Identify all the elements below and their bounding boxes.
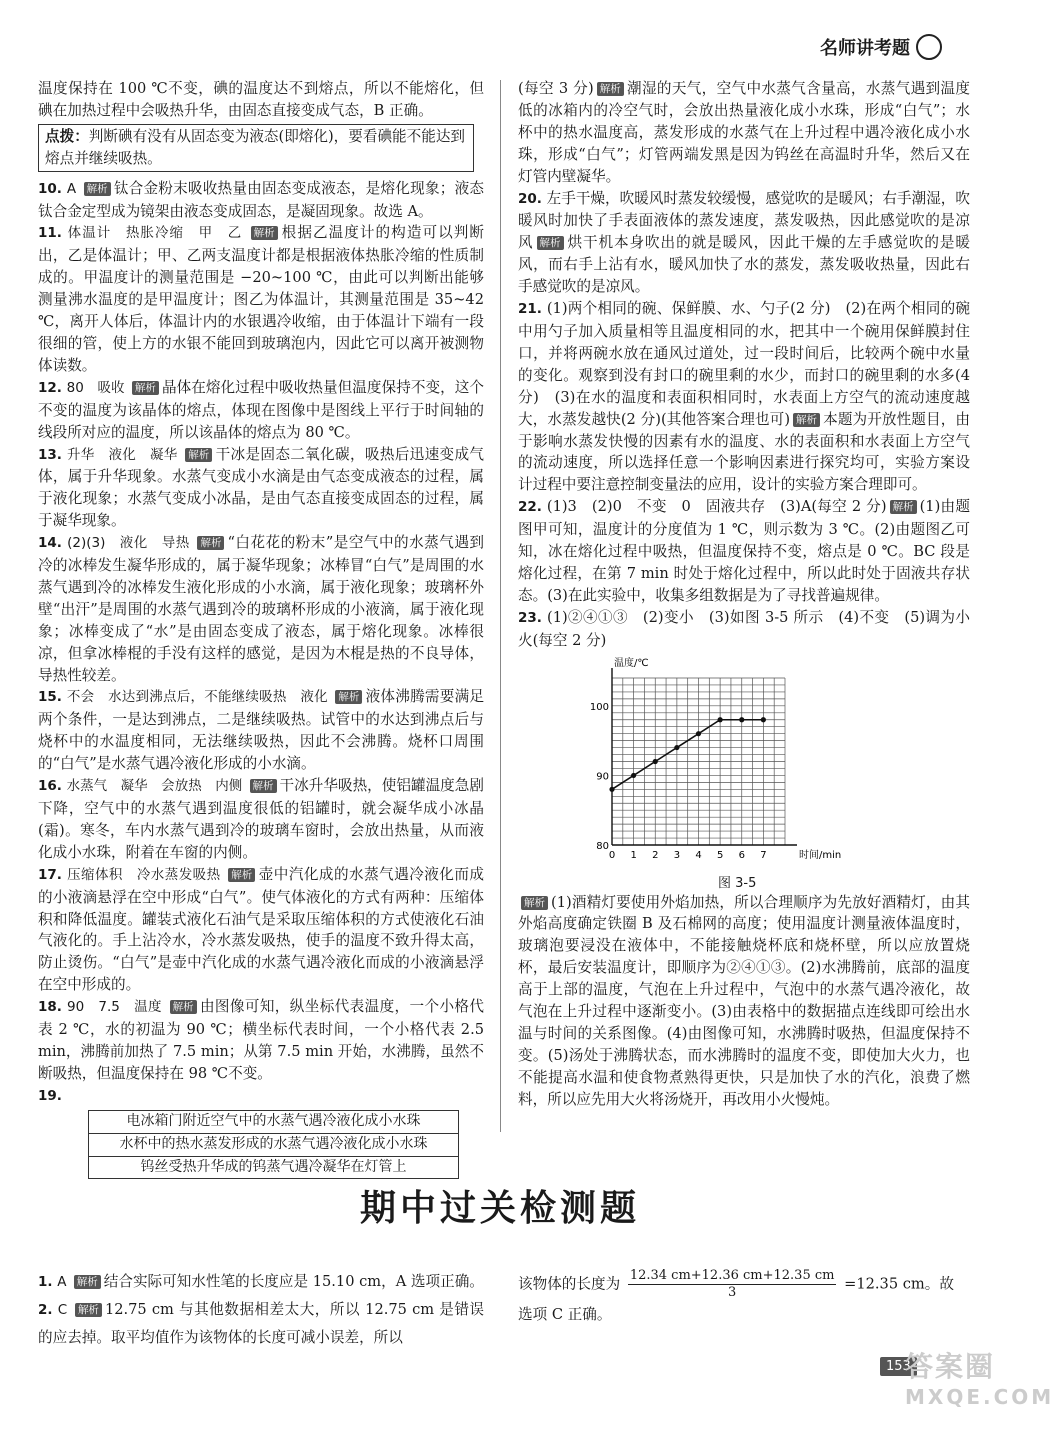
answer-item (38, 686, 484, 775)
analysis-tag: 解析 (597, 82, 624, 96)
analysis-text: (1)由题图甲可知，温度计的分度值为 1 ℃，则示数为 3 ℃。(2)由题图乙可知，冰在熔化过程中吸热，但温度保持不变，熔点是 0 ℃。BC 段是熔化过程，在第 7 min 时处于熔化过程中，所以此时处于固液共存状态。(3)在此实验中，收集多组数据是为了寻找普遍规律。 (518, 498, 970, 604)
analysis-text: 由图像可知，纵坐标代表温度，一个小格代表 2 ℃，水的初温为 90 ℃；横坐标代表时间，一个小格代表 2.5 min，沸腾前加热了 7.5 min；从第 7.5 min 开始，水沸腾，虽然不断吸热，但温度保持在 98 ℃不变。 (38, 998, 484, 1082)
analysis-text: 壶中汽化成的水蒸气遇冷液化而成的小液滴悬浮在空中形成“白气”。使气体液化的方式有两种：压缩体积和降低温度。罐装式液化石油气是采取压缩体积的方式使液化石油气液化的。手上沾冷水，冷水蒸发吸热，使手的温度不致升得太高，防止烫伤。“白气”是壶中汽化成的水蒸气遇冷液化而成的小液滴悬浮在空中形成的。 (38, 865, 484, 994)
question-number: 15. (38, 689, 67, 706)
answer-item (518, 892, 970, 1111)
analysis-text: 晶体在熔化过程中吸收热量但温度保持不变，这个不变的温度为该晶体的熔点，体现在图像中是图线上平行于时间轴的线段所对应的温度，所以该晶体的熔点为 80 ℃。 (38, 378, 484, 441)
y-axis-label: 温度/℃ (614, 658, 649, 669)
answer-value: 压缩体积 冷水蒸发吸热 (67, 866, 226, 883)
answer-item (38, 864, 484, 996)
table-row (89, 1156, 459, 1179)
answer-item (518, 298, 970, 496)
answer-item (38, 444, 484, 533)
analysis-tag: 解析 (185, 448, 212, 462)
answer-value: C (57, 1302, 72, 1318)
data-point (609, 787, 614, 792)
question-number: 16. (38, 778, 67, 795)
question-number: 10. (38, 180, 67, 197)
analysis-tag: 解析 (250, 779, 277, 793)
question-number: 14. (38, 535, 68, 552)
table-row (89, 1133, 459, 1156)
analysis-tag: 解析 (84, 182, 111, 196)
analysis-tag: 解析 (74, 1275, 101, 1289)
table-cell: 电冰箱门附近空气中的水蒸气遇冷液化成小水珠 (89, 1110, 459, 1133)
answer-item (38, 1085, 484, 1180)
analysis-tag: 解析 (793, 413, 820, 427)
fraction-numerator: 12.34 cm+12.36 cm+12.35 cm (629, 1268, 835, 1283)
analysis-tag: 解析 (890, 500, 917, 514)
x-tick-label: 3 (673, 850, 681, 861)
answer-value: 80 吸收 (66, 379, 129, 396)
right-column (518, 78, 970, 1111)
question-number: 12. (38, 379, 67, 396)
y-tick-label: 80 (596, 841, 609, 852)
answer-value: A (57, 1274, 71, 1290)
analysis-text: 结合实际可知水性笔的长度应是 15.10 cm，A 选项正确。 (103, 1273, 484, 1290)
y-tick-label: 90 (596, 771, 609, 783)
analysis-tag: 解析 (75, 1303, 102, 1317)
formula-prefix: 该物体的长度为 (518, 1275, 621, 1293)
data-point (739, 717, 744, 722)
answer-item (38, 178, 484, 223)
question-number: 22. (518, 499, 547, 516)
analysis-text: 干冰是固态二氧化碳，吸热后迅速变成气体，属于升华现象。水蒸气变成小水滴是由气态变成液态的过程，属于液化现象；水蒸气变成小冰晶，是由气态直接变成固态的过程，属于凝华现象。 (38, 445, 484, 530)
analysis-text: “白花花的粉末”是空气中的水蒸气遇到冷的冰棒发生凝华形成的，属于凝华现象；冰棒冒“白气”是周围的水蒸气遇到冷的冰棒发生液化形成的小水滴，属于液化现象；玻璃杯外壁“出汗”是周围的水蒸气遇到冷的玻璃杯形成的小液滴，属于液化现象；冰棒变成了“水”是由固态变成了液态，属于熔化现象。冰棒很凉，但拿冰棒棍的手没有这样的感觉，是因为木棍是热的不良导体，导热性较差。 (38, 534, 484, 684)
data-point (761, 717, 766, 722)
question-number: 18. (38, 999, 67, 1016)
analysis-text: 12.75 cm 与其他数据相差太大，所以 12.75 cm 是错误的应去掉。取平均值作为该物体的长度可减小误差，所以 (38, 1301, 484, 1346)
analysis-tag: 解析 (537, 236, 564, 250)
analysis-text: (1)酒精灯要使用外焰加热，所以合理顺序为先放好酒精灯，由其外焰高度确定铁圈 B 及石棉网的高度；使用温度计测量液体温度时，玻璃泡要浸没在液体中，不能接触烧杯底和烧杯壁，所以应放置烧杯，最后安装温度计，即顺序为②④①③。(2)水沸腾前，底部的温度高于上部的温度，气泡在上升过程中，气泡中的水蒸气遇冷液化，故气泡在上升过程中逐渐变小。(3)由表格中的数据描点连线即可绘出水温与时间的关系图像。(4)由图像可知，水沸腾时吸热，但温度保持不变。(5)汤处于沸腾状态，而水沸腾时的温度不变，即使加大火力，也不能提高水温和使食物煮熟得更快，只是加快了水的汽化，浪费了燃料，所以应先用大火将汤烧开，再改用小火慢炖。 (518, 893, 970, 1108)
average-formula (518, 1268, 970, 1301)
answer-value: (2)(3) 液化 导热 (67, 535, 195, 552)
answer-item (38, 1268, 484, 1296)
temperature-time-chart (589, 658, 900, 870)
question-number: 2. (38, 1302, 58, 1318)
formula-result: =12.35 cm。故 (844, 1275, 954, 1293)
x-tick-label: 4 (695, 850, 702, 861)
formula-conclusion: 选项 C 正确。 (518, 1306, 612, 1323)
question-number: 20. (518, 190, 547, 207)
page-number: 153 (880, 1357, 917, 1376)
analysis-text: 干冰升华吸热，使铝罐温度急剧下降，空气中的水蒸气遇到温度很低的铝罐时，就会凝华成小冰晶(霜)。寒冬，车内水蒸气遇到冷的玻璃车窗时，会放出热量，从而液化成小水珠，附着在车窗的内侧。 (38, 777, 484, 861)
header-title: 名师讲考题 (820, 38, 910, 59)
table-cell: 钨丝受热升华成的钨蒸气遇冷凝华在灯管上 (89, 1156, 459, 1179)
analysis-text: 烘干机本身吹出的就是暖风，因此干燥的左手感觉吹的是暖风，而右手上沾有水，暖风加快了水的蒸发，蒸发吸收热量，因此右手感觉吹的是凉风。 (518, 234, 970, 296)
answer-value: 升华 液化 凝华 (66, 446, 183, 463)
answer-text: 左手干燥，吹暖风时蒸发较缓慢，感觉吹的是暖风；右手潮湿，吹暖风时加快了手表面液体的蒸发速度，蒸发吸热，因此感觉吹的是凉风 (518, 189, 970, 252)
watermark-url: MXQE.COM (905, 1385, 1054, 1409)
answer-item (518, 188, 970, 299)
answer-text: (1)3 (2)0 不变 0 固液共存 (3)A(每空 2 分) (546, 498, 887, 516)
answer-text: (1)两个相同的碗、保鲜膜、水、勺子(2 分) (2)在两个相同的碗中用勺子加入质量相等且温度相同的水，把其中一个碗用保鲜膜封住口，并将两碗水放在通风过道处，过一段时间后，比较两个碗中水量的变化。观察到没有封口的碗里剩的水少，而封口的碗里剩的水多(4 分) (3)在水的温度和表面积相同时，水表面上方空气的流动速度越大，水蒸发越快(2 分)(其他答案合理也可) (518, 300, 970, 428)
answer-value: 体温计 热胀冷缩 甲 乙 (67, 225, 248, 242)
x-axis-label: 时间/min (799, 850, 842, 861)
answer-item (38, 222, 484, 376)
analysis-tag: 解析 (251, 226, 278, 240)
analysis-text: 液体沸腾需要满足两个条件，一是达到沸点，二是继续吸热。试管中的水达到沸点后与烧杯中的水温度相同，无法继续吸热，因此不会沸腾。烧杯口周围的“白气”是水蒸气遇冷液化形成的小水滴。 (38, 688, 484, 773)
bottom-left-column (38, 1268, 484, 1351)
analysis-tag: 解析 (197, 536, 224, 550)
data-point (696, 731, 701, 736)
analysis-text: 根据乙温度计的构造可以判断出，乙是体温计；甲、乙两支温度计都是根据液体热胀冷缩的性质制成的。甲温度计的测量范围是 −20~100 ℃，由此可以判断出能够测量沸水温度的是甲温度计；图乙为体温计，其测量范围是 35~42 ℃，离开人体后，体温计内的水银遇冷收缩，由于体温计下端有一段很细的管，使上方的水银不能回到玻璃泡内，因此它可以离开被测物体读数。 (38, 224, 484, 374)
answer-value: 水蒸气 凝华 会放热 内侧 (66, 778, 247, 795)
question-number: 1. (38, 1274, 58, 1290)
section-title: 期中过关检测题 (359, 1188, 640, 1229)
score-note: (每空 3 分) (518, 80, 594, 97)
tip-box (38, 124, 474, 172)
bottom-right-column (518, 1268, 970, 1328)
data-point (653, 759, 658, 764)
table-row (89, 1110, 459, 1133)
answer-item (38, 775, 484, 864)
tip-label: 点拨： (45, 127, 89, 145)
analysis-tag: 解析 (521, 896, 548, 910)
question-number: 21. (518, 301, 547, 318)
fraction-denominator: 3 (728, 1285, 737, 1300)
question-number: 17. (38, 866, 68, 883)
analysis-text: 钛合金粉末吸收热量由固态变成液态，是熔化现象；液态钛合金定型成为镜架由液态变成固态，是凝固现象。故选 A。 (38, 179, 484, 220)
answer-item (38, 1296, 484, 1351)
answer-item (38, 377, 484, 444)
answer-item (518, 78, 970, 188)
table-cell: 水杯中的热水蒸发形成的水蒸气遇冷液化成小水珠 (89, 1133, 459, 1156)
analysis-tag: 解析 (228, 868, 255, 882)
question-number: 19. (38, 1087, 62, 1104)
page-header (820, 34, 942, 60)
answer-value: 90 7.5 温度 (67, 999, 167, 1016)
analysis-tag: 解析 (170, 1000, 197, 1014)
data-point (631, 773, 636, 778)
analysis-text: 潮湿的天气，空气中水蒸气含量高，水蒸气遇到温度低的冰箱内的冷空气时，会放出热量液化成小水珠，形成“白气”；水杯中的热水温度高，蒸发形成的水蒸气在上升过程中遇冷液化成小水珠，形成“白气”；灯管两端发黑是因为钨丝在高温时升华，然后又在灯管内壁凝华。 (518, 80, 970, 185)
answer-item (38, 996, 484, 1085)
continued-text: 温度保持在 100 ℃不变，碘的温度达不到熔点，所以不能熔化，但碘在加热过程中会吸热升华，由固态直接变成气态，B 正确。 (38, 80, 484, 119)
answer-value: A (66, 180, 81, 197)
y-tick-label: 100 (589, 701, 609, 713)
x-tick-label: 1 (630, 850, 637, 861)
analysis-tag: 解析 (335, 690, 362, 704)
x-tick-label: 2 (652, 850, 659, 861)
figure-caption: 图 3-5 (718, 876, 757, 891)
question-number: 23. (518, 609, 547, 626)
left-column (38, 78, 484, 1179)
x-tick-label: 5 (716, 850, 724, 861)
watermark-logo: 答案圈 (905, 1350, 996, 1383)
x-tick-label: 7 (760, 850, 767, 861)
answer-value: 不会 水达到沸点后，不能继续吸热 液化 (66, 689, 333, 706)
fraction (628, 1268, 837, 1301)
answer-item (518, 496, 970, 607)
analysis-tag: 解析 (132, 381, 159, 395)
analysis-text: 本题为开放性题目，由于影响水蒸发快慢的因素有水的温度、水的表面积和水表面上方空气的流动速度，所以选择任意一个影响因素进行探究均可，实验方案设计过程中要注意控制变量法的应用，设计的实验方案合理即可。 (518, 410, 970, 494)
x-tick-label: 6 (738, 850, 745, 861)
answer-item (518, 607, 970, 652)
data-point (674, 745, 679, 750)
data-point (718, 717, 723, 722)
answer-text: (1)②④①③ (2)变小 (3)如图 3-5 所示 (4)不变 (5)调为小火(每空 2 分) (518, 608, 970, 649)
question-number: 13. (38, 446, 67, 463)
tip-text: 判断碘有没有从固态变为液态(即熔化)，要看碘能不能达到熔点并继续吸热。 (45, 127, 466, 167)
column-divider (500, 80, 501, 1132)
answer-item (38, 532, 484, 686)
x-tick-label: 0 (608, 850, 616, 861)
answer-table (88, 1110, 459, 1180)
question-number: 11. (38, 225, 68, 242)
logo-icon (916, 34, 942, 60)
